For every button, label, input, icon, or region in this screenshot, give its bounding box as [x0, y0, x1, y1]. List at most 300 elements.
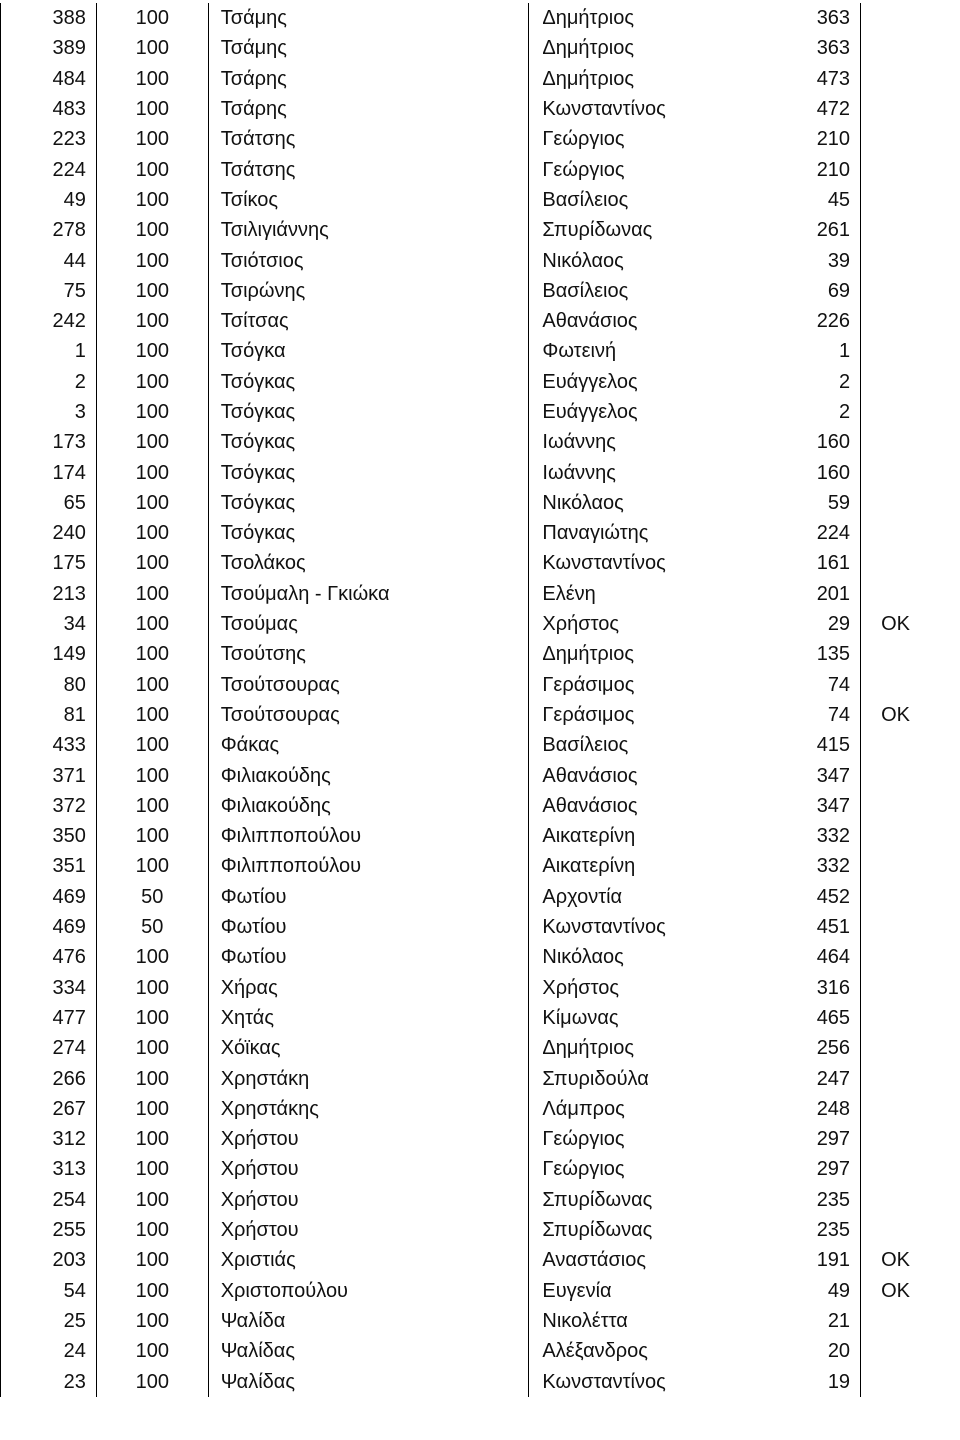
share-cell: 100 [96, 791, 208, 821]
number-cell: 191 [766, 1245, 861, 1275]
share-cell: 100 [96, 64, 208, 94]
number-cell: 464 [766, 942, 861, 972]
share-cell: 100 [96, 1245, 208, 1275]
row-id-cell: 174 [1, 457, 97, 487]
given-name-cell: Κωνσταντίνος [542, 552, 666, 575]
given-name-cell: Δημήτριος [542, 37, 635, 60]
table-row [1, 3, 960, 33]
share-cell: 100 [96, 730, 208, 760]
table-row [1, 1063, 960, 1093]
status-cell [861, 1003, 960, 1033]
surname-cell: Τσούτσουρας [208, 700, 529, 730]
share-cell: 100 [96, 579, 208, 609]
row-id-cell: 81 [1, 700, 97, 730]
share-cell: 100 [96, 821, 208, 851]
share-cell: 100 [96, 1124, 208, 1154]
given-name-cell: Κωνσταντίνος [542, 916, 666, 939]
number-cell: 19 [766, 1366, 861, 1396]
given-name-cell: Σπυρίδωνας [542, 1219, 653, 1242]
surname-cell: Τσάρης [208, 64, 529, 94]
table-row [1, 973, 960, 1003]
given-name-cell: Γεράσιμος [542, 703, 635, 726]
surname-cell: Ψαλίδα [208, 1306, 529, 1336]
number-cell: 452 [766, 882, 861, 912]
share-cell: 100 [96, 1215, 208, 1245]
table-row [1, 306, 960, 336]
number-cell: 45 [766, 185, 861, 215]
status-cell [861, 730, 960, 760]
given-name-cell: Ευάγγελος [542, 370, 638, 393]
status-cell [861, 3, 960, 33]
table-row [1, 579, 960, 609]
row-id-cell: 266 [1, 1063, 97, 1093]
number-cell: 316 [766, 973, 861, 1003]
given-name-cell: Γεώργιος [542, 1158, 625, 1181]
table-row [1, 1154, 960, 1184]
number-cell: 347 [766, 791, 861, 821]
surname-cell: Τσάτσης [208, 154, 529, 184]
row-id-cell: 371 [1, 760, 97, 790]
number-cell: 2 [766, 367, 861, 397]
row-id-cell: 49 [1, 185, 97, 215]
surname-cell: Τσόγκας [208, 397, 529, 427]
surname-cell: Χριστοπούλου [208, 1275, 529, 1305]
surname-cell: Χριστιάς [208, 1245, 529, 1275]
table-row [1, 518, 960, 548]
share-cell: 100 [96, 215, 208, 245]
given-name-cell: Αρχοντία [542, 885, 623, 908]
given-name-cell: Γεώργιος [542, 1128, 625, 1151]
row-id-cell: 389 [1, 33, 97, 63]
share-cell: 100 [96, 548, 208, 578]
table-row [1, 427, 960, 457]
status-cell [861, 154, 960, 184]
given-name-cell: Ιωάννης [542, 431, 616, 454]
status-cell [861, 1124, 960, 1154]
table-row [1, 548, 960, 578]
share-cell: 100 [96, 185, 208, 215]
given-name-cell: Βασίλειος [542, 734, 629, 757]
share-cell: 100 [96, 1336, 208, 1366]
table-row [1, 609, 960, 639]
row-id-cell: 469 [1, 912, 97, 942]
row-id-cell: 34 [1, 609, 97, 639]
table-row [1, 730, 960, 760]
number-cell: 235 [766, 1185, 861, 1215]
surname-cell: Τσολάκος [208, 548, 529, 578]
table-row [1, 1185, 960, 1215]
share-cell: 100 [96, 276, 208, 306]
status-cell [861, 912, 960, 942]
status-cell [861, 397, 960, 427]
row-id-cell: 2 [1, 367, 97, 397]
row-id-cell: 255 [1, 1215, 97, 1245]
status-cell [861, 457, 960, 487]
table-row [1, 821, 960, 851]
surname-cell: Τσάρης [208, 94, 529, 124]
surname-cell: Τσιότσιος [208, 245, 529, 275]
table-row [1, 1033, 960, 1063]
given-name-cell: Βασίλειος [542, 279, 629, 302]
share-cell: 100 [96, 336, 208, 366]
row-id-cell: 23 [1, 1366, 97, 1396]
given-name-cell: Ιωάννης [542, 461, 616, 484]
number-cell: 59 [766, 488, 861, 518]
table-row [1, 397, 960, 427]
status-cell [861, 336, 960, 366]
number-cell: 261 [766, 215, 861, 245]
share-cell: 100 [96, 851, 208, 881]
status-cell [861, 367, 960, 397]
status-cell [861, 548, 960, 578]
number-cell: 297 [766, 1154, 861, 1184]
table-row [1, 33, 960, 63]
share-cell: 100 [96, 973, 208, 1003]
given-name-cell: Νικόλαος [542, 249, 624, 272]
table-row [1, 94, 960, 124]
share-cell: 100 [96, 700, 208, 730]
status-cell: OK [881, 1279, 910, 1302]
row-id-cell: 433 [1, 730, 97, 760]
table-row [1, 1336, 960, 1366]
number-cell: 49 [766, 1275, 861, 1305]
table-row [1, 185, 960, 215]
surname-cell: Τσόγκας [208, 427, 529, 457]
given-name-cell: Χρήστος [542, 613, 619, 636]
table-row [1, 700, 960, 730]
status-cell [861, 670, 960, 700]
surname-cell: Ψαλίδας [208, 1366, 529, 1396]
number-cell: 210 [766, 124, 861, 154]
surname-cell: Χρηστάκη [208, 1063, 529, 1093]
status-cell [861, 1306, 960, 1336]
given-name-cell: Νικόλαος [542, 491, 624, 514]
row-id-cell: 254 [1, 1185, 97, 1215]
given-name-cell: Νικολέττα [542, 1309, 628, 1332]
number-cell: 210 [766, 154, 861, 184]
given-name-cell: Ευάγγελος [542, 401, 638, 423]
row-id-cell: 223 [1, 124, 97, 154]
table-row [1, 912, 960, 942]
status-cell [861, 488, 960, 518]
surname-cell: Τσάμης [208, 3, 529, 33]
given-name-cell: Ευγενία [542, 1279, 612, 1302]
row-id-cell: 334 [1, 973, 97, 1003]
share-cell: 100 [96, 306, 208, 336]
table-row [1, 1094, 960, 1124]
row-id-cell: 149 [1, 639, 97, 669]
number-cell: 347 [766, 760, 861, 790]
row-id-cell: 477 [1, 1003, 97, 1033]
status-cell [861, 760, 960, 790]
share-cell: 100 [96, 397, 208, 427]
share-cell: 50 [96, 882, 208, 912]
data-table [0, 3, 960, 1397]
status-cell [861, 1094, 960, 1124]
table-row [1, 215, 960, 245]
surname-cell: Χήρας [208, 973, 529, 1003]
number-cell: 473 [766, 64, 861, 94]
table-row [1, 882, 960, 912]
surname-cell: Φιλιακούδης [208, 760, 529, 790]
surname-cell: Τσάμης [208, 33, 529, 63]
number-cell: 21 [766, 1306, 861, 1336]
surname-cell: Χρήστου [208, 1154, 529, 1184]
row-id-cell: 388 [1, 3, 97, 33]
surname-cell: Φιλιπποπούλου [208, 851, 529, 881]
table-body [1, 3, 960, 1397]
status-cell [861, 306, 960, 336]
given-name-cell: Ελένη [542, 582, 596, 605]
surname-cell: Χρηστάκης [208, 1094, 529, 1124]
status-cell [861, 518, 960, 548]
status-cell [861, 1336, 960, 1366]
share-cell: 100 [96, 1094, 208, 1124]
given-name-cell: Νικόλαος [542, 946, 624, 969]
number-cell: 415 [766, 730, 861, 760]
row-id-cell: 484 [1, 64, 97, 94]
status-cell [861, 1215, 960, 1245]
share-cell: 100 [96, 1033, 208, 1063]
status-cell [861, 821, 960, 851]
number-cell: 29 [766, 609, 861, 639]
share-cell: 100 [96, 33, 208, 63]
share-cell: 100 [96, 1003, 208, 1033]
status-cell [861, 1033, 960, 1063]
number-cell: 160 [766, 427, 861, 457]
table-row [1, 1275, 960, 1305]
number-cell: 363 [766, 3, 861, 33]
table-row [1, 1215, 960, 1245]
status-cell [861, 973, 960, 1003]
status-cell [861, 791, 960, 821]
status-cell [861, 851, 960, 881]
row-id-cell: 65 [1, 488, 97, 518]
status-cell: OK [881, 613, 910, 636]
surname-cell: Τσούμαλη - Γκιώκα [208, 579, 529, 609]
status-cell [861, 942, 960, 972]
status-cell [861, 245, 960, 275]
row-id-cell: 242 [1, 306, 97, 336]
share-cell: 100 [96, 1185, 208, 1215]
given-name-cell: Αθανάσιος [542, 310, 638, 333]
surname-cell: Τσούτσουρας [208, 670, 529, 700]
status-cell: OK [881, 703, 910, 726]
status-cell [861, 882, 960, 912]
number-cell: 363 [766, 33, 861, 63]
number-cell: 332 [766, 851, 861, 881]
share-cell: 50 [96, 912, 208, 942]
number-cell: 69 [766, 276, 861, 306]
status-cell [861, 1366, 960, 1396]
row-id-cell: 75 [1, 276, 97, 306]
row-id-cell: 54 [1, 1275, 97, 1305]
table-row [1, 488, 960, 518]
surname-cell: Φωτίου [208, 942, 529, 972]
share-cell: 100 [96, 245, 208, 275]
given-name-cell: Γεράσιμος [542, 673, 635, 696]
status-cell [861, 579, 960, 609]
given-name-cell: Σπυρίδωνας [542, 219, 653, 242]
share-cell: 100 [96, 154, 208, 184]
row-id-cell: 24 [1, 1336, 97, 1366]
surname-cell: Τσιλιγιάννης [208, 215, 529, 245]
share-cell: 100 [96, 518, 208, 548]
status-cell [861, 64, 960, 94]
row-id-cell: 351 [1, 851, 97, 881]
surname-cell: Φωτίου [208, 882, 529, 912]
status-cell [861, 1185, 960, 1215]
number-cell: 74 [766, 670, 861, 700]
given-name-cell: Δημήτριος [542, 7, 635, 30]
share-cell: 100 [96, 639, 208, 669]
surname-cell: Χρήστου [208, 1124, 529, 1154]
given-name-cell: Φωτεινή [542, 340, 617, 363]
share-cell: 100 [96, 1306, 208, 1336]
number-cell: 472 [766, 94, 861, 124]
surname-cell: Τσούτσης [208, 639, 529, 669]
row-id-cell: 175 [1, 548, 97, 578]
given-name-cell: Γεώργιος [542, 158, 625, 181]
row-id-cell: 224 [1, 154, 97, 184]
table-row [1, 791, 960, 821]
row-id-cell: 483 [1, 94, 97, 124]
table-row [1, 851, 960, 881]
share-cell: 100 [96, 609, 208, 639]
surname-cell: Χρήστου [208, 1215, 529, 1245]
share-cell: 100 [96, 760, 208, 790]
table-row [1, 942, 960, 972]
number-cell: 256 [766, 1033, 861, 1063]
row-id-cell: 203 [1, 1245, 97, 1275]
surname-cell: Τσίτσας [208, 306, 529, 336]
surname-cell: Φάκας [208, 730, 529, 760]
status-cell [861, 94, 960, 124]
surname-cell: Τσόγκας [208, 457, 529, 487]
table-row [1, 1306, 960, 1336]
row-id-cell: 240 [1, 518, 97, 548]
number-cell: 201 [766, 579, 861, 609]
number-cell: 20 [766, 1336, 861, 1366]
row-id-cell: 313 [1, 1154, 97, 1184]
given-name-cell: Αικατερίνη [542, 855, 636, 878]
table-row [1, 1124, 960, 1154]
number-cell: 39 [766, 245, 861, 275]
surname-cell: Χρήστου [208, 1185, 529, 1215]
table-row [1, 1245, 960, 1275]
row-id-cell: 213 [1, 579, 97, 609]
number-cell: 1 [766, 336, 861, 366]
share-cell: 100 [96, 367, 208, 397]
given-name-cell: Κίμωνας [542, 1006, 619, 1029]
table-row [1, 639, 960, 669]
surname-cell: Τσόγκα [208, 336, 529, 366]
given-name-cell: Σπυρίδωνας [542, 1188, 653, 1211]
given-name-cell: Αθανάσιος [542, 794, 638, 817]
table-row [1, 670, 960, 700]
share-cell: 100 [96, 457, 208, 487]
number-cell: 161 [766, 548, 861, 578]
status-cell [861, 639, 960, 669]
surname-cell: Φιλιακούδης [208, 791, 529, 821]
number-cell: 465 [766, 1003, 861, 1033]
share-cell: 100 [96, 3, 208, 33]
surname-cell: Φιλιπποπούλου [208, 821, 529, 851]
share-cell: 100 [96, 942, 208, 972]
table-row [1, 124, 960, 154]
row-id-cell: 267 [1, 1094, 97, 1124]
number-cell: 297 [766, 1124, 861, 1154]
surname-cell: Φωτίου [208, 912, 529, 942]
status-cell: OK [881, 1249, 910, 1272]
share-cell: 100 [96, 670, 208, 700]
row-id-cell: 476 [1, 942, 97, 972]
surname-cell: Τσόγκας [208, 367, 529, 397]
surname-cell: Ψαλίδας [208, 1336, 529, 1366]
row-id-cell: 350 [1, 821, 97, 851]
number-cell: 248 [766, 1094, 861, 1124]
number-cell: 74 [766, 700, 861, 730]
given-name-cell: Αθανάσιος [542, 764, 638, 787]
number-cell: 235 [766, 1215, 861, 1245]
share-cell: 100 [96, 94, 208, 124]
surname-cell: Τσίκος [208, 185, 529, 215]
number-cell: 247 [766, 1063, 861, 1093]
share-cell: 100 [96, 1275, 208, 1305]
status-cell [861, 1154, 960, 1184]
surname-cell: Τσόγκας [208, 488, 529, 518]
row-id-cell: 1 [1, 336, 97, 366]
share-cell: 100 [96, 427, 208, 457]
number-cell: 160 [766, 457, 861, 487]
share-cell: 100 [96, 488, 208, 518]
row-id-cell: 80 [1, 670, 97, 700]
table-row [1, 336, 960, 366]
row-id-cell: 25 [1, 1306, 97, 1336]
given-name-cell: Κωνσταντίνος [542, 98, 666, 121]
table-row [1, 457, 960, 487]
surname-cell: Τσούμας [208, 609, 529, 639]
surname-cell: Χητάς [208, 1003, 529, 1033]
table-row [1, 245, 960, 275]
status-cell [861, 427, 960, 457]
share-cell: 100 [96, 1366, 208, 1396]
given-name-cell: Παναγιώτης [542, 522, 649, 545]
number-cell: 135 [766, 639, 861, 669]
status-cell [861, 276, 960, 306]
row-id-cell: 173 [1, 427, 97, 457]
status-cell [861, 124, 960, 154]
status-cell [861, 215, 960, 245]
row-id-cell: 469 [1, 882, 97, 912]
table-row [1, 154, 960, 184]
given-name-cell: Σπυριδούλα [542, 1067, 649, 1090]
number-cell: 226 [766, 306, 861, 336]
given-name-cell: Γεώργιος [542, 128, 625, 151]
row-id-cell: 312 [1, 1124, 97, 1154]
table-row [1, 276, 960, 306]
table-row [1, 1003, 960, 1033]
given-name-cell: Αναστάσιος [542, 1249, 647, 1272]
number-cell: 332 [766, 821, 861, 851]
share-cell: 100 [96, 1063, 208, 1093]
table-row [1, 760, 960, 790]
given-name-cell: Δημήτριος [542, 67, 635, 90]
number-cell: 2 [766, 397, 861, 427]
given-name-cell: Κωνσταντίνος [542, 1370, 666, 1393]
status-cell [861, 33, 960, 63]
status-cell [861, 1063, 960, 1093]
